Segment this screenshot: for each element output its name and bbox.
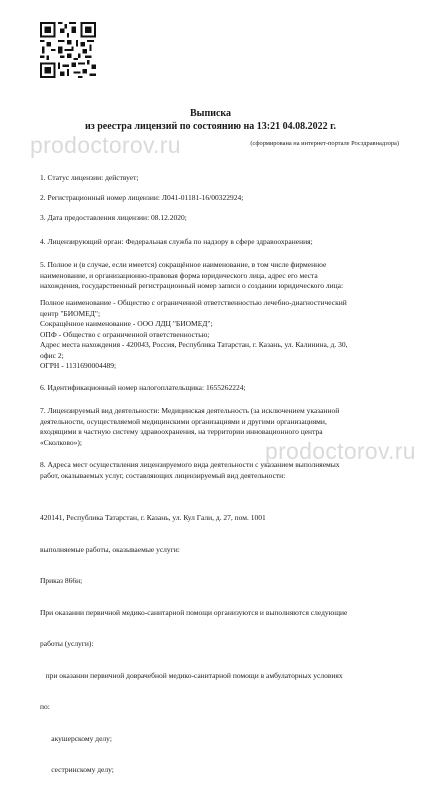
registration-number: 2. Регистрационный номер лицензии: Л041-01181-16/00322924; — [40, 193, 244, 202]
licensed-activity: 7. Лицензируемый вид деятельности: Медицинская деятельность (за исключением указанной деятельности, осуществляемой медицинскими организациями и другими организациями, входящими в частную систему здравоохранения, на территории инновационного центра «Сколково»); — [40, 406, 340, 447]
org-ogrn: ОГРН - 1131690004489; — [40, 361, 117, 370]
section-8-heading: 8. Адреса мест осуществления лицензируемого вида деятельности с указанием выполняемых работ, оказываемых услуг, составляющих лицензируемый вид деятельности: — [40, 460, 340, 480]
document-subtitle: из реестра лицензий по состоянию на 13:21 04.08.2022 г. — [84, 121, 337, 132]
org-legal-form: ОПФ - Общество с ограниченной ответственностью; — [40, 329, 210, 339]
section-5-heading: 5. Полное и (в случае, если имеется) сокращённое наименование, в том числе фирменное наименование, и организационно-правовая форма юридического лица, адрес его места нахождения, государственный регистрационный номер записи о создании юридического лица: — [40, 260, 344, 290]
formed-note: (сформирована на интернет-портале Росздравнадзора) — [250, 140, 399, 147]
license-status: 1. Статус лицензии: действует; — [40, 173, 139, 182]
works-address: 420141, Республика Татарстан, г. Казань, ул. Кул Гали, д. 27, пом. 1001 — [40, 513, 266, 522]
org-short-name: Сокращённое наименование - ООО ЛДЦ "БИОМЕД"; — [40, 319, 213, 328]
inn: 6. Идентификационный номер налогоплательщика: 1655262224; — [40, 383, 246, 392]
org-address: Адрес места нахождения - 420043, Россия, Республика Татарстан, г. Казань, ул. Калинина, д. 30, — [40, 340, 348, 349]
issue-date: 3. Дата предоставления лицензии: 08.12.2020; — [40, 213, 187, 222]
licensing-authority: 4. Лицензирующий орган: Федеральная служба по надзору в сфере здравоохранения; — [40, 237, 313, 246]
org-full-name: Полное наименование - Общество с ограниченной ответственностью лечебно-диагностический — [40, 298, 347, 307]
works-list: 420141, Республика Татарстан, г. Казань, ул. Кул Гали, д. 27, пом. 1001 выполняемые работы, оказываемые услуги: Приказ 866н; При оказании первичной медико-санитарной помощи организуются и выполняются следующие работы (услуги): при оказании первичной доврачебной медико-санитарной помощи в амбулаторных условиях по: акушерскому делу; сестринскому делу; — [40, 492, 390, 797]
organization-details: Полное наименование - Общество с ограниченной ответственностью лечебно-диагностический центр "БИОМЕД"; Сокращённое наименование - ООО ЛДЦ "БИОМЕД"; ОПФ - Общество с ограниченной ответственностью; Адрес места нахождения - 420043, Россия, Республика Татарстан, г. Казань, ул. Калинина, д. 30, офис 2; ОГРН - 1131690004489; — [40, 298, 390, 372]
watermark-top: prodoctorov.ru — [30, 132, 181, 158]
qr-code-icon — [40, 22, 96, 78]
document-title: Выписка — [189, 108, 232, 119]
watermark-bottom: prodoctorov.ru — [265, 438, 416, 464]
